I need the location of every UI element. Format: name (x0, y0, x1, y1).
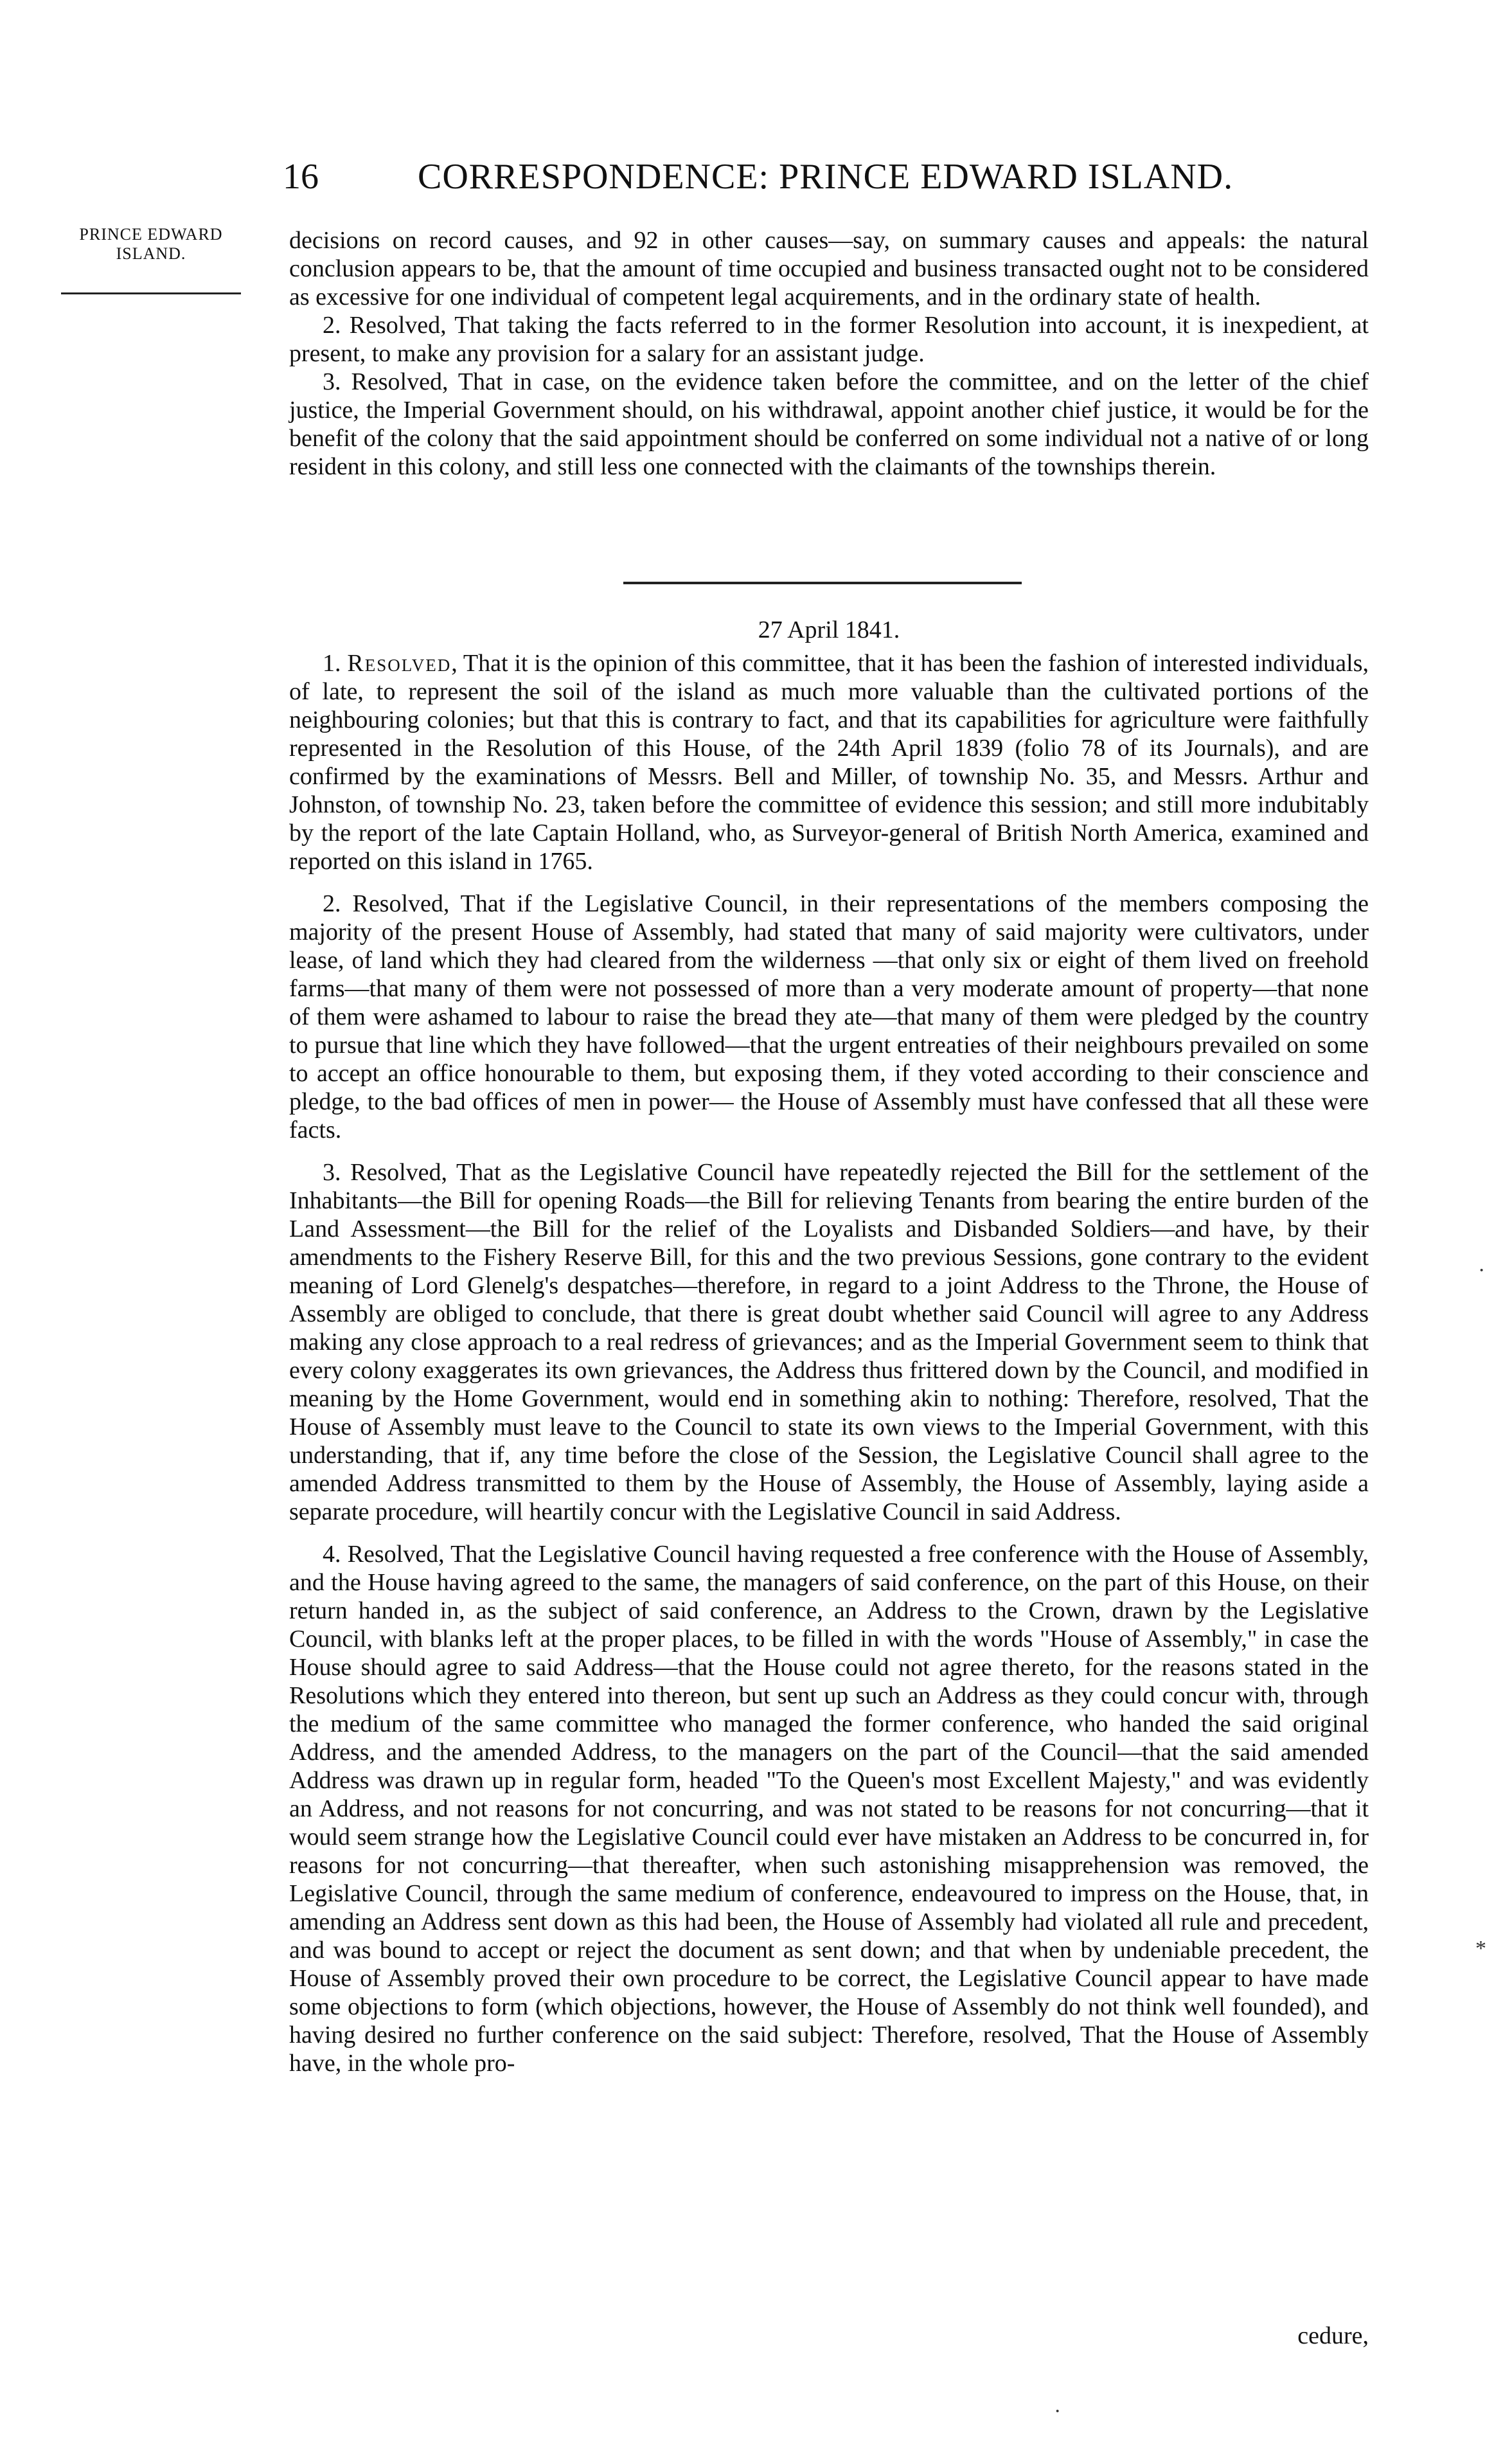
margin-asterisk-mark: * (1475, 1937, 1486, 1960)
page-header (283, 151, 1375, 202)
resolution-1 (289, 649, 1369, 875)
resolution-1-number: 1. (323, 650, 341, 677)
resolution-2: 2. Resolved, That taking the facts referred to in the former Resolution into account, it is inexpedient, at present, to make any provision for a salary for an assistant judge. (289, 312, 1369, 367)
margin-note (39, 225, 263, 264)
resolution-3: 3. Resolved, That in case, on the evidence taken before the committee, and on the letter of the chief justice, the Imperial Government should, on his withdrawal, appoint another chief justice, it would be for the benefit of the colony that the said appointment should be conferred on some individual not a native of or long resident in this colony, and still less one connected with the claimants of the townships therein. (289, 368, 1369, 480)
date-heading: 27 April 1841. (758, 616, 900, 643)
resolution-1-keyword: Resolved (347, 650, 452, 677)
margin-note-line1: PRINCE EDWARD (79, 225, 223, 244)
resolutions-continued (289, 226, 1369, 481)
resolution-3-legislative: 3. Resolved, That as the Legislative Council have repeatedly rejected the Bill for the settlement of the Inhabitants—the Bill for opening Roads—the Bill for relieving Tenants from bearing the entire burden of the Land Assessment—the Bill for the relief of the Loyalists and Disbanded Soldiers—and have, by their amendments to the Fishery Reserve Bill, for this and the two previous Sessions, gone contrary to the evident meaning of Lord Glenelg's despatches—therefore, in regard to a joint Address to the Throne, the House of Assembly are obliged to conclude, that there is great doubt whether said Council will agree to any Address making any close approach to a real redress of grievances; and as the Imperial Government seem to think that every colony exaggerates its own grievances, the Address thus frittered down by the Council, and modified in meaning by the Home Government, would end in something akin to nothing: Therefore, resolved, That the House of Assembly must leave to the Council to state its own views to the Imperial Government, with this understanding, that if, any time before the close of the Session, the Legislative Council shall agree to the amended Address transmitted to them by the House of Assembly, the House of Assembly, laying aside a separate procedure, will heartily concur with the Legislative Council in said Address. (289, 1159, 1369, 1525)
resolution-4-legislative: 4. Resolved, That the Legislative Council having requested a free conference with the House of Assembly, and the House having agreed to the same, the managers of said conference, on the part of this House, on their return handed in, as the subject of said conference, an Address to the Crown, drawn by the Legislative Council, with blanks left at the proper places, to be filled in with the words "House of Assembly," in case the House should agree to said Address—that the House could not agree thereto, for the reasons stated in the Resolutions which they entered into thereon, but sent up such an Address as they could concur with, through the medium of the same committee who managed the former conference, who handed the said original Address, and the amended Address, to the managers on the part of the Council—that the said amended Address was drawn up in regular form, headed "To the Queen's most Excellent Majesty," and was evidently an Address, and not reasons for not concurring, and was not stated to be reasons for not concurring—that it would seem strange how the Legislative Council could ever have mistaken an Address to be concurred in, for reasons for not concurring—that thereafter, when such astonishing misapprehension was removed, the Legislative Council, through the same medium of conference, endeavoured to impress on the House, that, in amending an Address sent down as this had been, the House of Assembly had violated all rule and precedent, and was bound to accept or reject the document as sent down; and that when by undeniable precedent, the House of Assembly proved their own procedure to be correct, the Legislative Council appear to have made some objections to form (which objections, however, the House of Assembly do not think well founded), and having desired no further conference on the said subject: Therefore, resolved, That the House of Assembly have, in the whole pro- (289, 1541, 1369, 2077)
section-divider (623, 582, 1022, 584)
margin-note-line2: ISLAND. (116, 244, 186, 263)
resolutions-april-1841 (289, 649, 1369, 2077)
resolution-1-text: , That it is the opinion of this committee, that it has been the fashion of interested individuals, of late, to represent the soil of the island as much more valuable than the cultivated portions of the neighbouring colonies; but that this is contrary to fact, and that its capabilities for agriculture were faithfully represented in the Resolution of this House, of the 24th April 1839 (folio 78 of its Journals), and are confirmed by the examinations of Messrs. Bell and Miller, of township No. 35, and Messrs. Arthur and Johnston, of township No. 23, taken before the committee of evidence this session; and still more indubitably by the report of the late Captain Holland, who, as Surveyor-general of British North America, examined and reported on this island in 1765. (289, 650, 1369, 875)
margin-divider (61, 292, 241, 294)
bottom-dot-mark: · (1054, 2399, 1062, 2423)
running-title: CORRESPONDENCE: PRINCE EDWARD ISLAND. (418, 157, 1234, 197)
page-number: 16 (283, 157, 319, 197)
continuation-word: cedure, (1297, 2322, 1369, 2349)
margin-dot-mark: · (1478, 1259, 1486, 1282)
resolution-2-legislative: 2. Resolved, That if the Legislative Council, in their representations of the members composing the majority of the present House of Assembly, had stated that many of said majority were cultivators, under lease, of land which they had cleared from the wilderness —that only six or eight of them lived on freehold farms—that many of them were not possessed of more than a very moderate amount of property—that none of them were ashamed to labour to raise the bread they ate—that many of them were pledged by the country to pursue that line which they have followed—that the urgent entreaties of their neighbours prevailed on some to accept an office honourable to them, but exposing them, if they voted according to their conscience and pledge, to the bad offices of men in power— the House of Assembly must have confessed that all these were facts. (289, 890, 1369, 1143)
paragraph-continuation: decisions on record causes, and 92 in other causes—say, on summary causes and appeals: the natural conclusion appears to be, that the amount of time occupied and business transacted ought not to be considered as excessive for one individual of competent legal acquirements, and in the ordinary state of health. (289, 227, 1369, 310)
